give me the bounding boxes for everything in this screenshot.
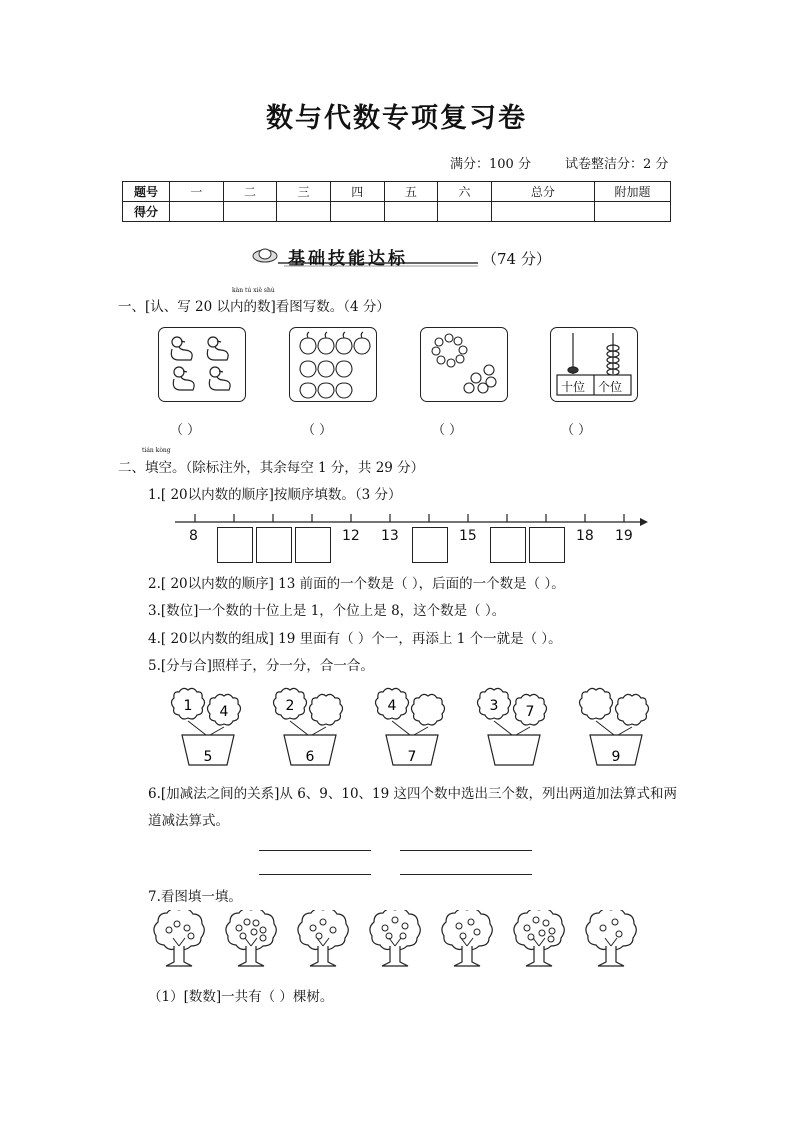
q1-ruby: kàn tú xiě shù [232,287,275,294]
abacus-tens-label: 十位 [561,380,586,394]
duck-icons [159,328,245,401]
numberline-blank[interactable] [256,527,292,563]
pot-number: 7 [407,749,417,765]
section-banner-points: （74 分） [482,250,551,268]
numberline-blank[interactable] [529,527,565,563]
numberline-blank[interactable] [295,527,331,563]
numberline-label: 15 [459,528,477,544]
numberline-label: 12 [342,528,360,544]
score-header-cell: 总分 [491,182,594,202]
abacus-ones-label: 个位 [598,380,623,394]
score-table-header-row [123,182,671,202]
flower-right-number: 7 [525,704,535,720]
score-cell[interactable] [595,202,671,222]
apple-trees [152,910,652,968]
q2-s6-text-line2: 道减法算式。 [148,813,229,829]
full-score: 满分：100 分 [450,157,531,172]
score-header-cell: 附加题 [595,182,671,202]
numberline-blank[interactable] [490,527,526,563]
circle-dots [421,328,507,401]
q2-s5-text: 5.[分与合]照样子，分一分，合一合。 [148,658,374,674]
score-cell[interactable] [277,202,331,222]
ducks-picture-box [158,327,246,402]
score-cell[interactable] [330,202,384,222]
score-table [122,181,671,222]
score-row-label: 得分 [123,202,170,222]
q2-s2-text: 2.[ 20以内数的顺序] 13 前面的一个数是（ ），后面的一个数是（ ）。 [148,576,565,592]
score-header-cell: 五 [384,182,438,202]
q2-s7-1-text: （1）[数数]一共有（ ）棵树。 [148,989,334,1005]
q2-s4-text: 4.[ 20以内数的组成] 19 里面有（ ）个一，再添上 1 个一就是（ ）。 [148,631,562,647]
page-title: 数与代数专项复习卷 [266,103,527,134]
score-header-cell: 六 [438,182,492,202]
numberline-label: 18 [576,528,594,544]
numberline-blank[interactable] [412,527,448,563]
flower-left-number: 2 [285,698,295,714]
q2-s1-text: 1.[ 20以内数的顺序]按顺序填数。（3 分） [148,487,402,503]
neat-score: 试卷整洁分：2 分 [565,157,669,172]
pot-number: 6 [305,749,315,765]
equation-answer-line[interactable] [259,850,371,851]
q2-s6-text-line1: 6.[加减法之间的关系]从 6、9、10、19 这四个数中选出三个数，列出两道加法算式和两 [148,786,678,802]
q2-text: 二、填空。（除标注外，其余每空 1 分，共 29 分） [118,460,425,476]
numberline-label: 19 [615,528,633,544]
score-table-score-row [123,202,671,222]
answer-blank[interactable]: （ ） [561,423,592,438]
score-header-cell: 三 [277,182,331,202]
q1-text: 一、[认、写 20 以内的数]看图写数。（4 分） [118,299,390,315]
numberline-blank[interactable] [217,527,253,563]
peaches-picture-box [289,327,377,402]
abacus-picture-box [550,327,638,402]
score-header-cell: 二 [223,182,277,202]
equation-answer-line[interactable] [400,850,532,851]
score-cell[interactable] [384,202,438,222]
section-banner-title: 基础技能达标 [288,249,408,269]
flower-left-number: 3 [489,698,499,714]
score-cell[interactable] [223,202,277,222]
score-header-cell: 题号 [123,182,170,202]
answer-blank[interactable]: （ ） [302,423,333,438]
answer-blank[interactable]: （ ） [432,423,463,438]
number-line [170,512,650,528]
score-header-cell: 四 [330,182,384,202]
flower-left-number: 4 [387,698,397,714]
score-header-cell: 一 [170,182,224,202]
pot-number: 9 [611,749,621,765]
numberline-label: 8 [189,528,198,544]
q2-ruby: tián kòng [142,447,171,454]
score-cell[interactable] [491,202,594,222]
score-cell[interactable] [170,202,224,222]
peach-icons [290,328,376,401]
q2-s7-text: 7.看图填一填。 [148,889,242,905]
flower-right-number: 4 [219,704,229,720]
pot-number: 5 [203,749,213,765]
q2-s3-text: 3.[数位]一个数的十位上是 1，个位上是 8，这个数是（ ）。 [148,603,506,619]
score-cell[interactable] [438,202,492,222]
answer-blank[interactable]: （ ） [170,423,201,438]
numberline-label: 13 [381,528,399,544]
equation-answer-line[interactable] [400,874,532,875]
circles-picture-box [420,327,508,402]
flower-pots [160,685,680,770]
flower-left-number: 1 [183,698,193,714]
equation-answer-line[interactable] [259,874,371,875]
